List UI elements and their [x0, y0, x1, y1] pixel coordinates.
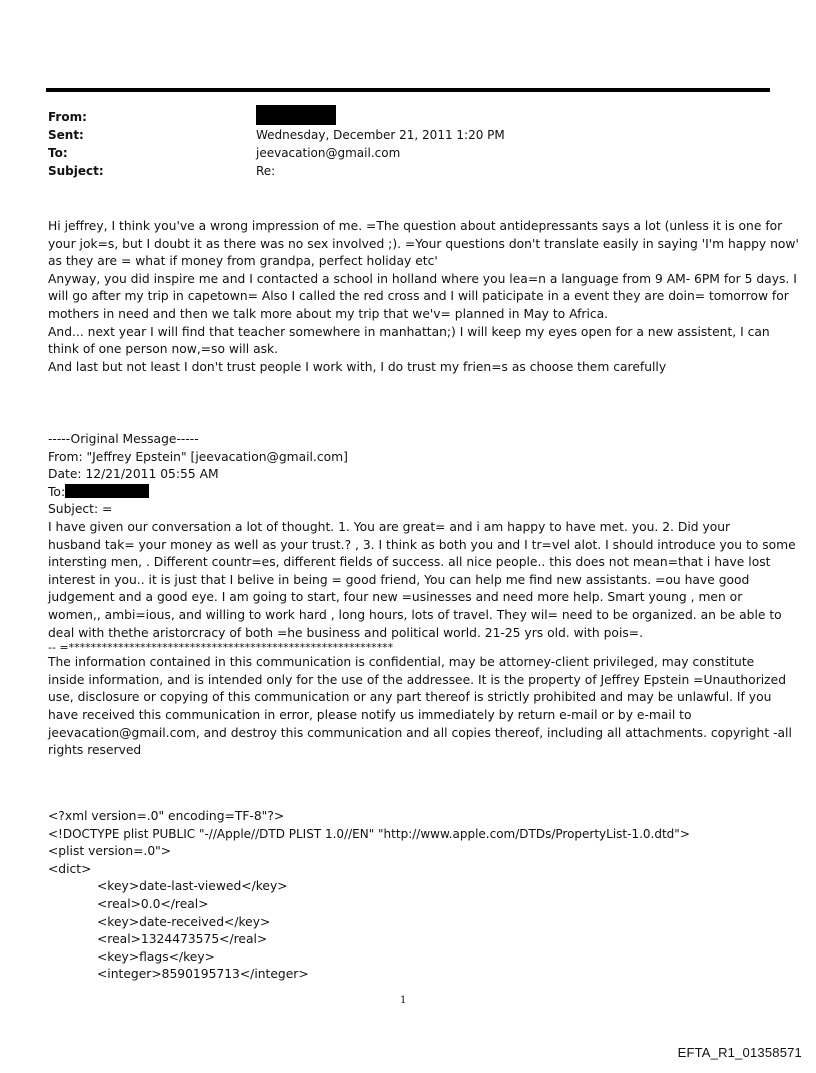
xml-line: <dict>: [48, 861, 92, 876]
stars-divider: -- =***********************************************************: [48, 641, 394, 655]
xml-line: <real>0.0</real>: [97, 896, 209, 911]
header-rule: [46, 88, 770, 92]
reply-line: your jok=s, but I doubt it as there was no sex involved ;). =Your questions don't translate easily in saying 'I'm happy now': [48, 236, 799, 251]
from-label: From:: [48, 110, 87, 124]
disclaimer-line: use, disclosure or copying of this communication or any part thereof is strictly prohibited and may be unlawful. If you: [48, 690, 772, 705]
xml-line: <!DOCTYPE plist PUBLIC "-//Apple//DTD PLIST 1.0//EN" "http://www.apple.com/DTDs/PropertyList-1.0.dtd">: [48, 826, 690, 841]
original-body-line: intersting men, . Different countr=es, different fields of success. all nice people.. this does not mean=that i have lost: [48, 555, 771, 570]
original-from: From: "Jeffrey Epstein" [jeevacation@gmail.com]: [48, 449, 348, 464]
original-to: To:: [48, 484, 66, 499]
original-body-line: deal with thethe aristorcracy of both =he business and political world. 21-25 yrs old. with pois=.: [48, 625, 643, 640]
reply-body: [48, 218, 799, 376]
page-number: 1: [400, 995, 407, 1006]
disclaimer-line: jeevacation@gmail.com, and destroy this communication and all copies thereof, including all attachments. copyright -all: [48, 725, 792, 740]
reply-line: And last but not least I don't trust people I work with, I do trust my frien=s as choose them carefully: [48, 359, 667, 374]
to-label: To:: [48, 146, 68, 160]
reply-line: mothers in need and then we talk more about my trip that we'v= planned in May to Africa.: [48, 306, 609, 321]
disclaimer-line: have received this communication in error, please notify us immediately by return e-mail or by e-mail to: [48, 707, 692, 722]
original-subject: Subject: =: [48, 502, 113, 517]
reply-line: Anyway, you did inspire me and I contacted a school in holland where you lea=n a language from 9 AM- 6PM for 5 days. I: [48, 271, 797, 286]
subject-label: Subject:: [48, 164, 104, 178]
xml-line: <?xml version=.0" encoding=TF-8"?>: [48, 809, 285, 823]
original-date: Date: 12/21/2011 05:55 AM: [48, 467, 219, 482]
reply-line: will go after my trip in capetown= Also I called the red cross and I will paticipate in a event they are doin= tomorrow for: [48, 289, 789, 304]
sent-value: Wednesday, December 21, 2011 1:20 PM: [256, 128, 505, 142]
original-message: [48, 431, 796, 760]
disclaimer-line: inside information, and is intended only for the use of the addressee. It is the property of Jeffrey Epstein =Unauthorized: [48, 672, 787, 687]
reply-line: think of one person now,=so will ask.: [48, 342, 279, 357]
sent-label: Sent:: [48, 128, 84, 142]
original-body-line: husband tak= your money as well as your trust.? , 3. I think as both you and I tr=vel alot. I should introduce you to some: [48, 537, 796, 552]
disclaimer-line: The information contained in this communication is confidential, may be attorney-client privileged, may constitute: [48, 655, 755, 670]
xml-line: <plist version=.0">: [48, 844, 172, 859]
original-body-line: women,, ambi=ious, and willing to work hard , long hours, lots of travel. They wil= need to be organized. an be able to: [48, 607, 782, 622]
reply-line: as they are = what if money from grandpa, perfect holiday etc': [48, 254, 438, 269]
original-to-row: [48, 484, 772, 502]
xml-line: <key>date-received</key>: [97, 914, 271, 929]
xml-line: <key>date-last-viewed</key>: [97, 879, 288, 894]
document-id: EFTA_R1_01358571: [677, 1045, 802, 1060]
original-body-line: interest in you.. it is just that I belive in being = good friend, You can help me find new assistants. =ou have good: [48, 572, 750, 587]
to-value: jeevacation@gmail.com: [256, 146, 401, 160]
reply-line: Hi jeffrey, I think you've a wrong impression of me. =The question about antidepressants says a lot (unless it is one for: [48, 219, 783, 233]
original-separator: -----Original Message-----: [48, 432, 199, 446]
original-body-line: judgement and a good eye. I am going to start, four new =usinesses and need more help. Smart young , men or: [48, 590, 743, 605]
xml-block: [48, 808, 690, 984]
subject-value: Re:: [256, 164, 276, 178]
original-to-redacted: [65, 484, 149, 498]
xml-line: <key>flags</key>: [97, 949, 215, 964]
disclaimer-line: rights reserved: [48, 743, 142, 758]
xml-line: <real>1324473575</real>: [97, 932, 268, 947]
reply-line: And... next year I will find that teacher somewhere in manhattan;) I will keep my eyes open for a new assistent, I can: [48, 324, 770, 339]
xml-line: <integer>8590195713</integer>: [97, 967, 309, 982]
original-body-line: I have given our conversation a lot of thought. 1. You are great= and i am happy to have met. you. 2. Did your: [48, 519, 731, 534]
